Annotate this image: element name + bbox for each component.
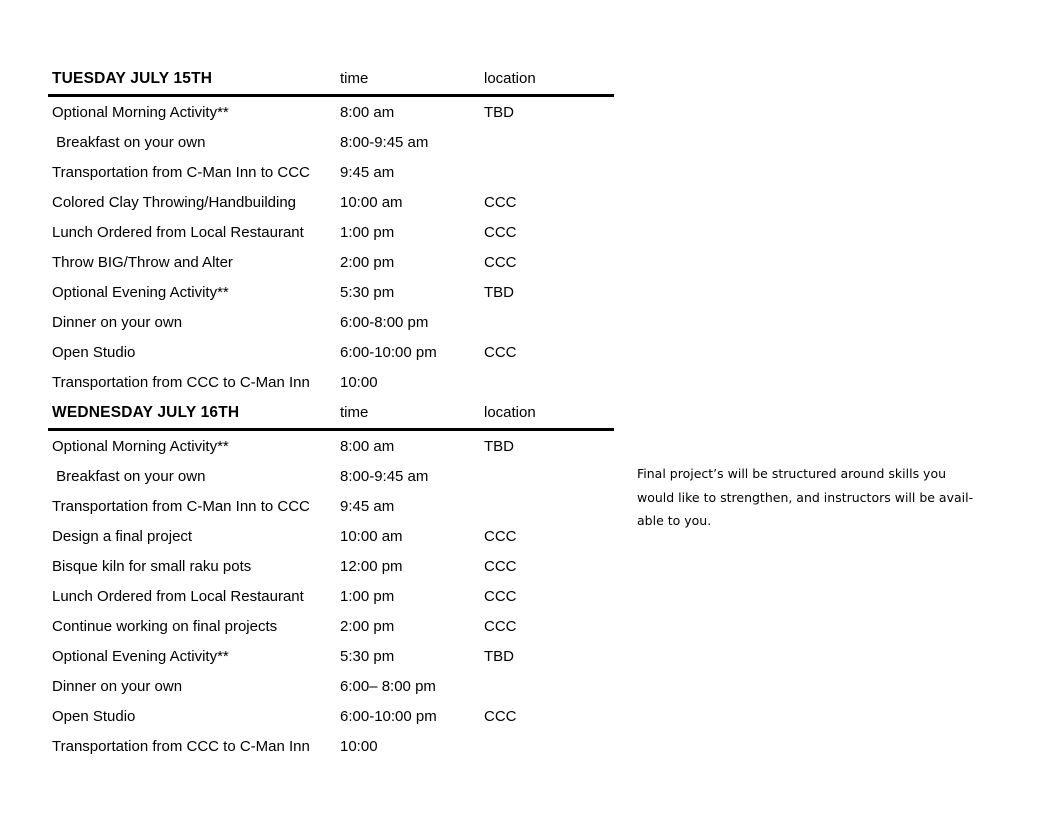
- activity-cell: Bisque kiln for small raku pots: [52, 558, 252, 575]
- schedule-row: [48, 552, 614, 582]
- location-cell: CCC: [484, 618, 517, 635]
- activity-cell: Dinner on your own: [52, 678, 183, 695]
- schedule-row: [48, 188, 614, 218]
- activity-cell: Lunch Ordered from Local Restaurant: [52, 224, 304, 241]
- time-cell: 6:00-8:00 pm: [340, 314, 429, 331]
- location-cell: CCC: [484, 588, 517, 605]
- section-header: [48, 64, 614, 97]
- activity-cell: Optional Evening Activity**: [52, 284, 229, 301]
- activity-cell: Optional Morning Activity**: [52, 104, 229, 121]
- time-cell: 10:00 am: [340, 528, 403, 545]
- time-cell: 5:30 pm: [340, 284, 395, 301]
- schedule-row: [48, 522, 614, 552]
- activity-cell: Lunch Ordered from Local Restaurant: [52, 588, 304, 605]
- schedule-row: [48, 158, 614, 188]
- activity-cell: Optional Morning Activity**: [52, 438, 229, 455]
- activity-cell: Open Studio: [52, 708, 136, 725]
- activity-cell: Transportation from CCC to C-Man Inn: [52, 374, 310, 391]
- schedule-row: [48, 308, 614, 338]
- location-cell: CCC: [484, 254, 517, 271]
- location-cell: TBD: [484, 648, 514, 665]
- time-cell: 10:00: [340, 738, 378, 755]
- schedule-row: [48, 338, 614, 368]
- activity-cell: Design a final project: [52, 528, 193, 545]
- location-cell: CCC: [484, 558, 517, 575]
- location-cell: CCC: [484, 708, 517, 725]
- activity-cell: Transportation from C-Man Inn to CCC: [52, 164, 310, 181]
- activity-cell: Breakfast on your own: [52, 468, 206, 485]
- activity-cell: Continue working on final projects: [52, 618, 278, 635]
- schedule-row: [48, 612, 614, 642]
- time-cell: 1:00 pm: [340, 224, 395, 241]
- section-header: [48, 398, 614, 431]
- location-column-header: location: [484, 404, 536, 421]
- schedule-row: [48, 732, 614, 762]
- note-line: able to you.: [637, 513, 712, 528]
- location-cell: CCC: [484, 528, 517, 545]
- schedule-row: [48, 462, 614, 492]
- location-cell: TBD: [484, 438, 514, 455]
- schedule-row: [48, 278, 614, 308]
- time-cell: 2:00 pm: [340, 254, 395, 271]
- schedule-row: [48, 128, 614, 158]
- day-title: TUESDAY JULY 15TH: [52, 70, 213, 87]
- time-cell: 6:00-10:00 pm: [340, 344, 437, 361]
- schedule-section-tuesday: [48, 64, 614, 398]
- activity-cell: Transportation from CCC to C-Man Inn: [52, 738, 310, 755]
- time-cell: 8:00 am: [340, 438, 395, 455]
- activity-cell: Transportation from C-Man Inn to CCC: [52, 498, 310, 515]
- schedule-row: [48, 218, 614, 248]
- location-cell: CCC: [484, 224, 517, 241]
- schedule-row: [48, 248, 614, 278]
- activity-cell: Breakfast on your own: [52, 134, 206, 151]
- activity-cell: Open Studio: [52, 344, 136, 361]
- time-cell: 2:00 pm: [340, 618, 395, 635]
- location-cell: TBD: [484, 284, 514, 301]
- time-cell: 5:30 pm: [340, 648, 395, 665]
- location-column-header: location: [484, 70, 536, 87]
- time-cell: 6:00-10:00 pm: [340, 708, 437, 725]
- time-column-header: time: [340, 70, 369, 87]
- location-cell: TBD: [484, 104, 514, 121]
- time-cell: 8:00-9:45 am: [340, 468, 429, 485]
- activity-cell: Dinner on your own: [52, 314, 183, 331]
- location-cell: CCC: [484, 194, 517, 211]
- schedule-section-wednesday: [48, 398, 614, 762]
- note-line: would like to strengthen, and instructors will be avail-: [637, 489, 974, 505]
- time-cell: 12:00 pm: [340, 558, 403, 575]
- schedule-row: [48, 432, 614, 462]
- schedule-row: [48, 642, 614, 672]
- schedule-row: [48, 368, 614, 398]
- activity-cell: Optional Evening Activity**: [52, 648, 229, 665]
- schedule-row: [48, 492, 614, 522]
- day-title: WEDNESDAY JULY 16TH: [52, 404, 240, 421]
- time-cell: 8:00 am: [340, 104, 395, 121]
- time-cell: 10:00 am: [340, 194, 403, 211]
- location-cell: CCC: [484, 344, 517, 361]
- note-line: Final project’s will be structured around skills you: [637, 466, 947, 481]
- activity-cell: Colored Clay Throwing/Handbuilding: [52, 194, 297, 211]
- schedule-row: [48, 672, 614, 702]
- time-cell: 9:45 am: [340, 164, 395, 181]
- time-cell: 6:00– 8:00 pm: [340, 678, 436, 695]
- time-cell: 8:00-9:45 am: [340, 134, 429, 151]
- time-column-header: time: [340, 404, 369, 421]
- final-project-note: [637, 462, 1007, 533]
- schedule-row: [48, 582, 614, 612]
- schedule-row: [48, 702, 614, 732]
- schedule-row: [48, 98, 614, 128]
- activity-cell: Throw BIG/Throw and Alter: [52, 254, 233, 271]
- time-cell: 9:45 am: [340, 498, 395, 515]
- time-cell: 1:00 pm: [340, 588, 395, 605]
- time-cell: 10:00: [340, 374, 378, 391]
